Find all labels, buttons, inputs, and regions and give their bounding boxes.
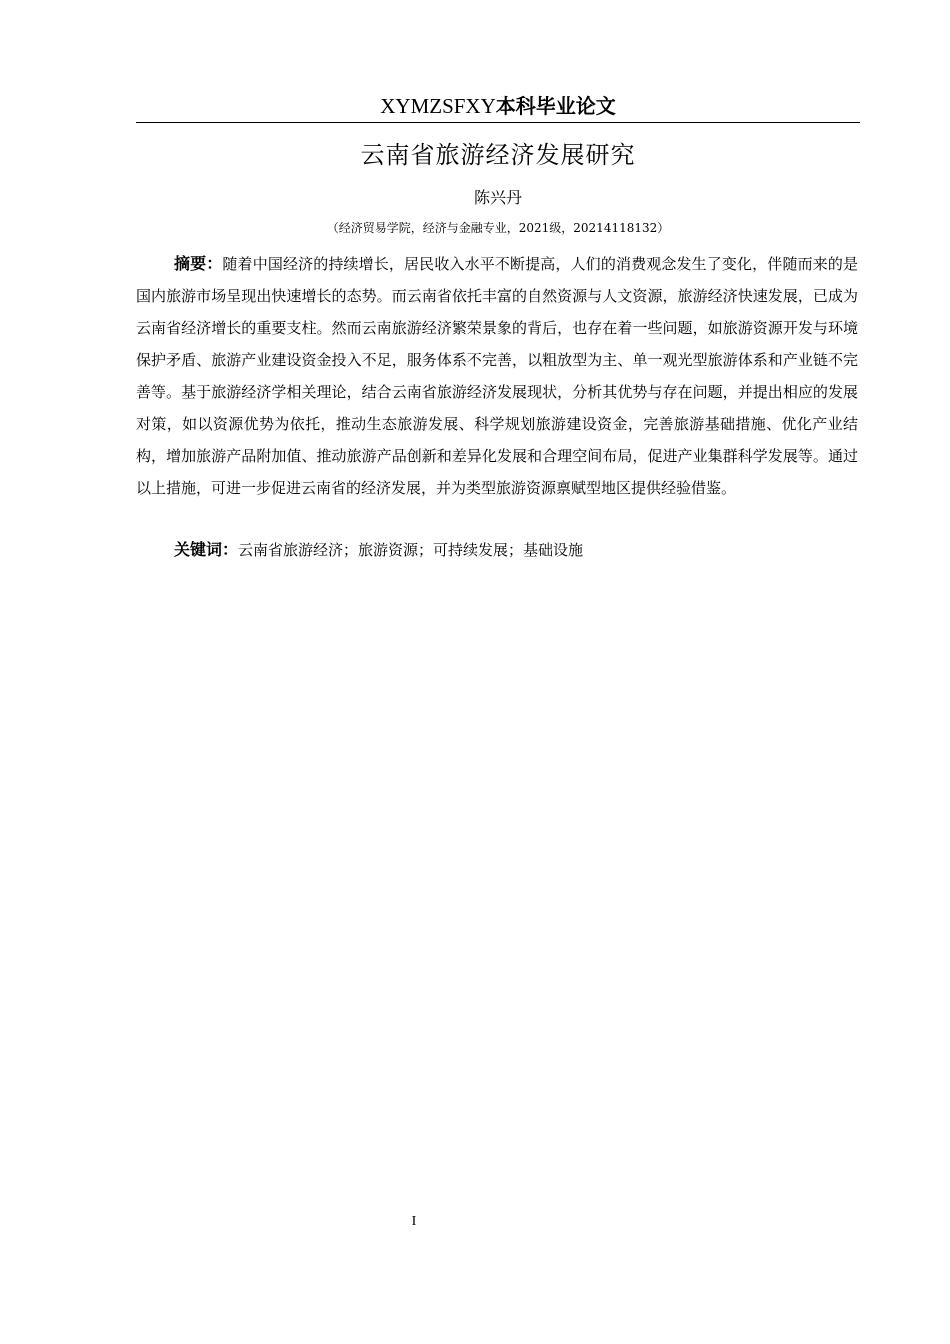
author-name: 陈兴丹 <box>473 188 522 207</box>
paper-title: 云南省旅游经济发展研究 <box>360 141 636 169</box>
keywords-line <box>136 534 858 566</box>
keywords-text: 云南省旅游经济；旅游资源；可持续发展；基础设施 <box>238 541 584 559</box>
author-affiliation: （经济贸易学院，经济与金融专业，2021级，20214118132） <box>326 221 670 235</box>
page-number: I <box>411 1214 417 1229</box>
abstract-paragraph <box>136 248 858 504</box>
abstract-label: 摘要： <box>174 254 223 273</box>
header-divider <box>136 122 860 123</box>
running-header <box>136 92 860 120</box>
keywords-label: 关键词： <box>174 540 239 559</box>
header-code: XYMZSFXY <box>380 94 496 118</box>
header-label: 本科毕业论文 <box>495 94 616 118</box>
abstract-text: 随着中国经济的持续增长，居民收入水平不断提高，人们的消费观念发生了变化，伴随而来的是国内旅游市场呈现出快速增长的态势。而云南省依托丰富的自然资源与人文资源，旅游经济快速发展，已成为云南省经济增长的重要支柱。然而云南旅游经济繁荣景象的背后，也存在着一些问题，如旅游资源开发与环境保护矛盾、旅游产业建设资金投入不足，服务体系不完善，以粗放型为主、单一观光型旅游体系和产业链不完善等。基于旅游经济学相关理论，结合云南省旅游经济发展现状，分析其优势与存在问题，并提出相应的发展对策，如以资源优势为依托，推动生态旅游发展、科学规划旅游建设资金，完善旅游基础措施、优化产业结构，增加旅游产品附加值、推动旅游产品创新和差异化发展和合理空间布局，促进产业集群科学发展等。通过以上措施，可进一步促进云南省的经济发展，并为类型旅游资源禀赋型地区提供经验借鉴。 <box>136 255 858 497</box>
